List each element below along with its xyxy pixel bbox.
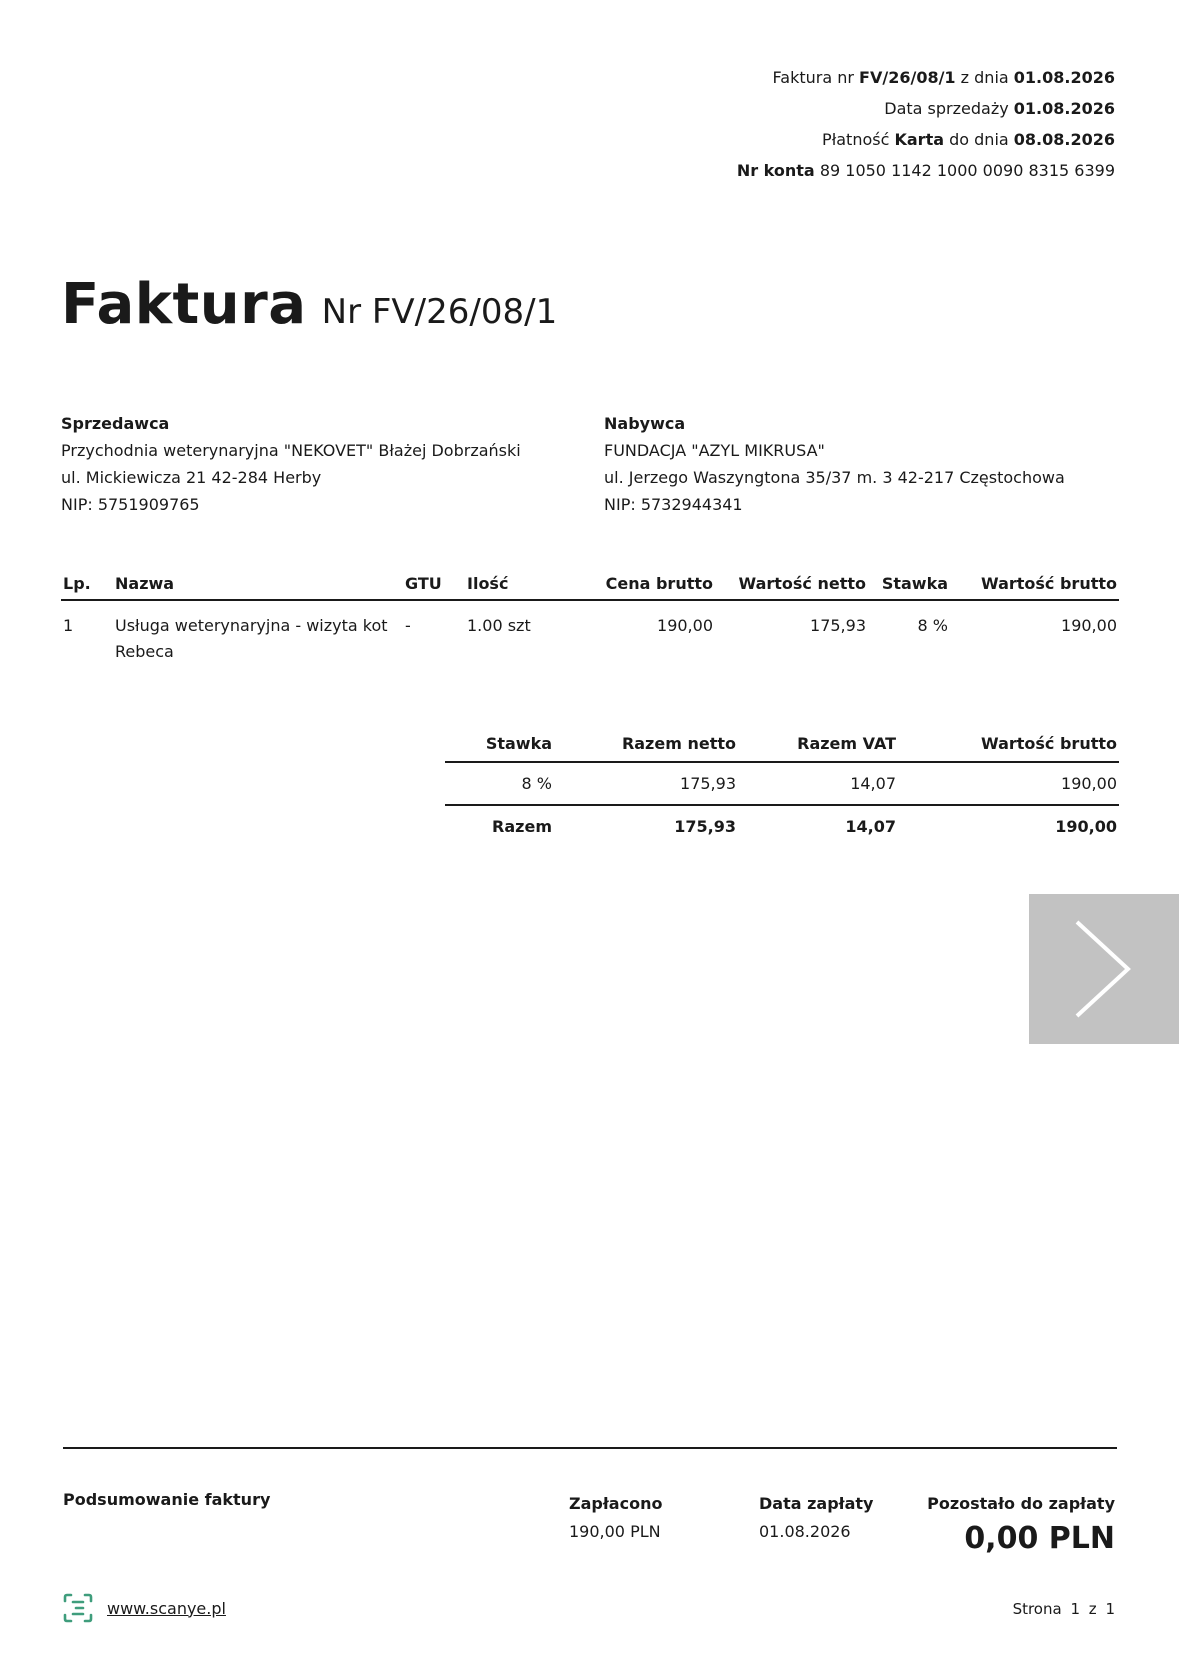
table-row: [61, 600, 1119, 665]
summary-title: Podsumowanie faktury: [63, 1490, 271, 1509]
buyer-label: Nabywca: [604, 414, 686, 433]
page-title: [61, 272, 557, 337]
col-rate: Stawka: [868, 574, 950, 600]
sale-date: 01.08.2026: [1013, 99, 1115, 118]
item-gross-value: 190,00: [1061, 616, 1117, 635]
items-header-row: [61, 574, 1119, 600]
paid-label: Zapłacono: [569, 1494, 663, 1513]
col-net-value: Wartość netto: [715, 574, 868, 600]
paid-value: 190,00 PLN: [569, 1522, 661, 1541]
remaining-value: 0,00 PLN: [964, 1521, 1115, 1556]
page-indicator: Strona 1 z 1: [1012, 1600, 1115, 1618]
title-number: Nr FV/26/08/1: [321, 292, 558, 332]
vat-gross: 190,00: [1061, 774, 1117, 793]
vat-header-row: [445, 734, 1119, 762]
paid-block: [569, 1490, 662, 1546]
col-gtu: GTU: [403, 574, 465, 600]
vat-total-row: [445, 805, 1119, 847]
total-net: 175,93: [554, 805, 738, 847]
items-table: [61, 574, 1119, 665]
col-lp: Lp.: [61, 574, 113, 600]
vat-col-rate: Stawka: [445, 734, 554, 762]
col-qty: Ilość: [465, 574, 569, 600]
account-number: 89 1050 1142 1000 0090 8315 6399: [819, 161, 1115, 180]
due-date: 08.08.2026: [1013, 130, 1115, 149]
paydate-block: [759, 1490, 873, 1546]
item-lp: 1: [63, 616, 74, 635]
buyer-block: [604, 410, 1065, 518]
vat-col-gross: Wartość brutto: [898, 734, 1119, 762]
footer-divider: [63, 1447, 1117, 1449]
item-rate: 8 %: [917, 616, 948, 635]
total-gross: 190,00: [898, 805, 1119, 847]
seller-name: Przychodnia weterynaryjna "NEKOVET" Błażej Dobrzański: [61, 441, 521, 460]
buyer-nip: NIP: 5732944341: [604, 495, 743, 514]
page-current: 1: [1070, 1600, 1081, 1618]
vat-rate: 8 %: [521, 774, 552, 793]
account-line: Nr konta 89 1050 1142 1000 0090 8315 6399: [736, 161, 1115, 180]
seller-block: [61, 410, 521, 518]
col-gross-value: Wartość brutto: [950, 574, 1119, 600]
invoice-number-line: Faktura nr FV/26/08/1 z dnia 01.08.2026: [772, 68, 1115, 87]
scanye-logo-icon: [63, 1593, 93, 1623]
vat-col-net: Razem netto: [554, 734, 738, 762]
paydate-value: 01.08.2026: [759, 1522, 851, 1541]
vat-col-vat: Razem VAT: [738, 734, 898, 762]
seller-address: ul. Mickiewicza 21 42-284 Herby: [61, 468, 322, 487]
invoice-meta: [737, 62, 1115, 186]
remaining-block: [927, 1490, 1115, 1560]
total-vat: 14,07: [738, 805, 898, 847]
footer-brand: [63, 1593, 226, 1623]
sale-date-line: Data sprzedaży 01.08.2026: [884, 99, 1115, 118]
title-main: Faktura: [61, 272, 307, 337]
col-gross-price: Cena brutto: [569, 574, 715, 600]
vat-summary-table: [445, 734, 1119, 847]
item-name: Usługa weterynaryjna - wizyta kot Rebeca: [115, 616, 388, 661]
invoice-number: FV/26/08/1: [859, 68, 956, 87]
item-gtu: -: [405, 616, 411, 635]
remaining-label: Pozostało do zapłaty: [927, 1494, 1115, 1513]
item-net-value: 175,93: [810, 616, 866, 635]
paydate-label: Data zapłaty: [759, 1494, 874, 1513]
vat-net: 175,93: [680, 774, 736, 793]
next-page-button[interactable]: [1029, 894, 1179, 1044]
buyer-name: FUNDACJA "AZYL MIKRUSA": [604, 441, 825, 460]
seller-label: Sprzedawca: [61, 414, 170, 433]
payment-method: Karta: [894, 130, 945, 149]
table-row: [445, 762, 1119, 805]
buyer-address: ul. Jerzego Waszyngtona 35/37 m. 3 42-217 Częstochowa: [604, 468, 1065, 487]
item-qty: 1.00 szt: [467, 616, 531, 635]
chevron-right-icon: [1029, 894, 1179, 1044]
scanye-link[interactable]: www.scanye.pl: [107, 1598, 226, 1618]
invoice-date: 01.08.2026: [1013, 68, 1115, 87]
item-gross-price: 190,00: [657, 616, 713, 635]
page-total: 1: [1105, 1600, 1115, 1618]
payment-line: Płatność Karta do dnia 08.08.2026: [822, 130, 1115, 149]
seller-nip: NIP: 5751909765: [61, 495, 200, 514]
vat-amount: 14,07: [850, 774, 896, 793]
total-label: Razem: [445, 805, 554, 847]
col-name: Nazwa: [113, 574, 403, 600]
